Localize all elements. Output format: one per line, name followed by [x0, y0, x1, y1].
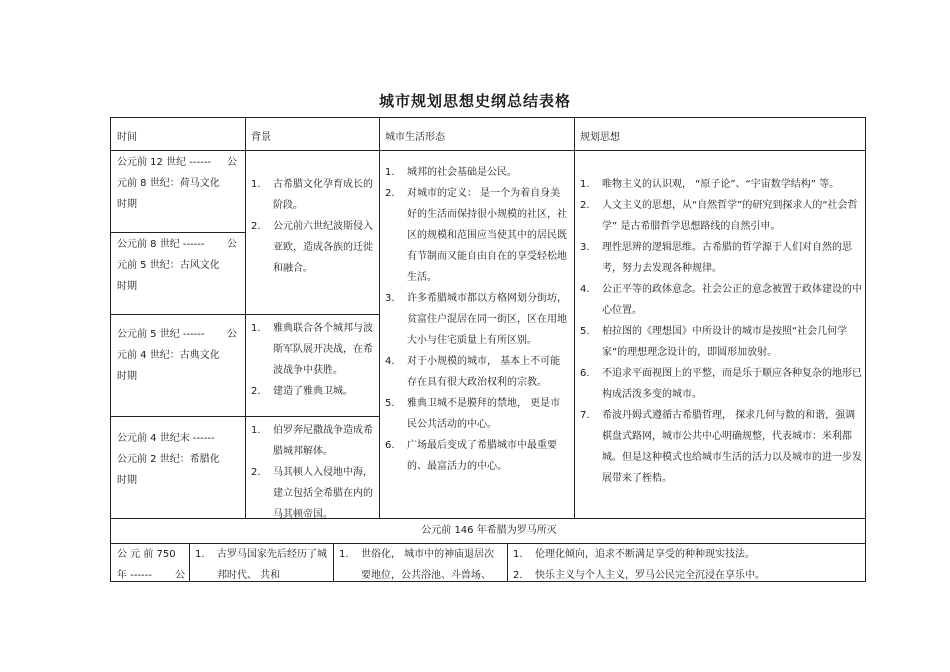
era-text: 公: [227, 157, 237, 168]
list-item: 5. 雅典卫城不是膜拜的禁地， 更是市民公共活动的中心。: [385, 398, 561, 430]
era-divider-1: [111, 232, 245, 233]
col-divider-time: [245, 118, 246, 518]
era-text: 元前 5 世纪：古风文化: [117, 260, 220, 271]
list-item: 4. 对于小规模的城市， 基本上不可能存在具有很大政治权利的宗教。: [385, 356, 561, 388]
list-item: 7. 希波丹姆式遵循古希腊哲理， 探求几何与数的和谐，强调棋盘式路网，城市公共中心明确规整，代表城市：米利都城。但是这种模式也给城市生活的活力以及城市的进一步发展带来了桎梏。: [580, 410, 862, 484]
roman-background-list: [195, 544, 327, 582]
header-planning: 规划思想: [580, 132, 620, 143]
page-title: 城市规划思想史纲总结表格: [378, 92, 571, 110]
era-text: 年 ------: [117, 570, 152, 581]
list-item: 2. 建造了雅典卫城。: [251, 386, 353, 397]
era-text: 时期: [117, 475, 137, 486]
header-city-life: 城市生活形态: [385, 132, 445, 143]
history-table: [110, 117, 866, 582]
era-text: 公元前 8 世纪 ------: [117, 239, 205, 250]
section-divider-top: [111, 518, 866, 519]
era-classical: [117, 324, 237, 387]
header-time: 时间: [117, 132, 137, 143]
planning-list: [580, 174, 862, 489]
era-text: 公: [227, 329, 237, 340]
era-hellenistic: [117, 428, 237, 491]
list-item: 1. 伯罗奔尼撒战争造成希腊城邦解体。: [251, 425, 373, 457]
list-item: 2. 马其顿人入侵地中海，建立包括全希腊在内的马其顿帝国。: [251, 467, 373, 520]
list-item: 6. 广场最后变成了希腊城市中最重要的、最富活力的中心。: [385, 440, 557, 472]
era-text: 公: [175, 570, 185, 581]
era-text: 公元前 4 世纪末 ------: [117, 433, 215, 444]
era-text: 公元前 5 世纪 ------: [117, 329, 205, 340]
era-divider-3: [111, 416, 379, 417]
header-divider: [111, 150, 866, 151]
divider-caption: 公元前 146 年希腊为罗马所灭: [421, 525, 557, 536]
header-background: 背景: [251, 132, 271, 143]
background-list-3: [251, 420, 373, 525]
era-divider-2: [111, 314, 379, 315]
list-item: 1. 古希腊文化孕育成长的阶段。: [251, 179, 373, 211]
era-homeric: [117, 152, 237, 215]
era-archaic: [117, 234, 237, 297]
roman-city-life-list: [339, 544, 501, 582]
era-text: 公 元 前 750: [117, 549, 176, 560]
list-item: 1. 城邦的社会基础是公民。: [385, 167, 517, 178]
era-text: 公元前 12 世纪 ------: [117, 157, 211, 168]
background-list-2: [251, 318, 373, 402]
list-item: 2. 快乐主义与个人主义，罗马公民完全沉浸在享乐中。: [513, 570, 765, 581]
roman-col-divider-3: [507, 543, 508, 582]
col-divider-background: [379, 118, 380, 518]
list-item: 4. 公正平等的政体意念。社会公正的意念被置于政体建设的中心位置。: [580, 284, 862, 316]
list-item: 2. 公元前六世纪波斯侵入亚欧，造成各族的迁徙和融合。: [251, 221, 373, 274]
col-divider-citylife: [574, 118, 575, 518]
list-item: 3. 理性思辨的逻辑思维。古希腊的哲学源于人们对自然的思考，努力去发现各种规律。: [580, 242, 852, 274]
list-item: 6. 不追求平面视图上的平整，而是乐于顺应各种复杂的地形已构成活泼多变的城市。: [580, 368, 862, 400]
list-item: 3. 许多希腊城市都以方格网划分街坊，贫富住户混居在同一街区，区在用地大小与住宅质量上有所区别。: [385, 293, 567, 346]
background-list-1: [251, 174, 373, 279]
list-item: 1. 世俗化， 城市中的神庙退居次要地位，公共浴池、斗兽场、: [339, 549, 495, 581]
era-text: 时期: [117, 281, 137, 292]
city-life-list: [385, 162, 567, 477]
era-text: 元前 8 世纪：荷马文化: [117, 178, 220, 189]
era-text: 时期: [117, 199, 137, 210]
list-item: 5. 柏拉图的《理想国》中所设计的城市是按照“社会几何学家”的理想理念设计的，即圆形加放射。: [580, 326, 848, 358]
roman-planning-list: [513, 544, 861, 582]
era-roman: [117, 544, 185, 582]
list-item: 2. 人文主义的思想，从“自然哲学”的研究到探求人的“社会哲学” 是古希腊哲学思想路线的自然引申。: [580, 200, 858, 232]
list-item: 1. 唯物主义的认识观， “原子论”、“宇宙数学结构” 等。: [580, 179, 840, 190]
list-item: 1. 雅典联合各个城邦与波斯军队展开决战，在希波战争中获胜。: [251, 323, 373, 376]
roman-col-divider-1: [189, 543, 190, 582]
era-text: 时期: [117, 371, 137, 382]
list-item: 1. 伦理化倾向，追求不断满足享受的种种现实技法。: [513, 549, 755, 560]
era-text: 公: [227, 239, 237, 250]
roman-col-divider-2: [333, 543, 334, 582]
list-item: 2. 对城市的定义： 是一个为着自身美好的生活而保持很小规模的社区，社区的规模和范围应当使其中的居民既有节制而又能自由自在的享受轻松地生活。: [385, 188, 567, 283]
era-text: 元前 4 世纪：古典文化: [117, 350, 220, 361]
list-item: 1. 古罗马国家先后经历了城邦时代、 共和: [195, 549, 327, 581]
era-text: 公元前 2 世纪：希腊化: [117, 454, 220, 465]
